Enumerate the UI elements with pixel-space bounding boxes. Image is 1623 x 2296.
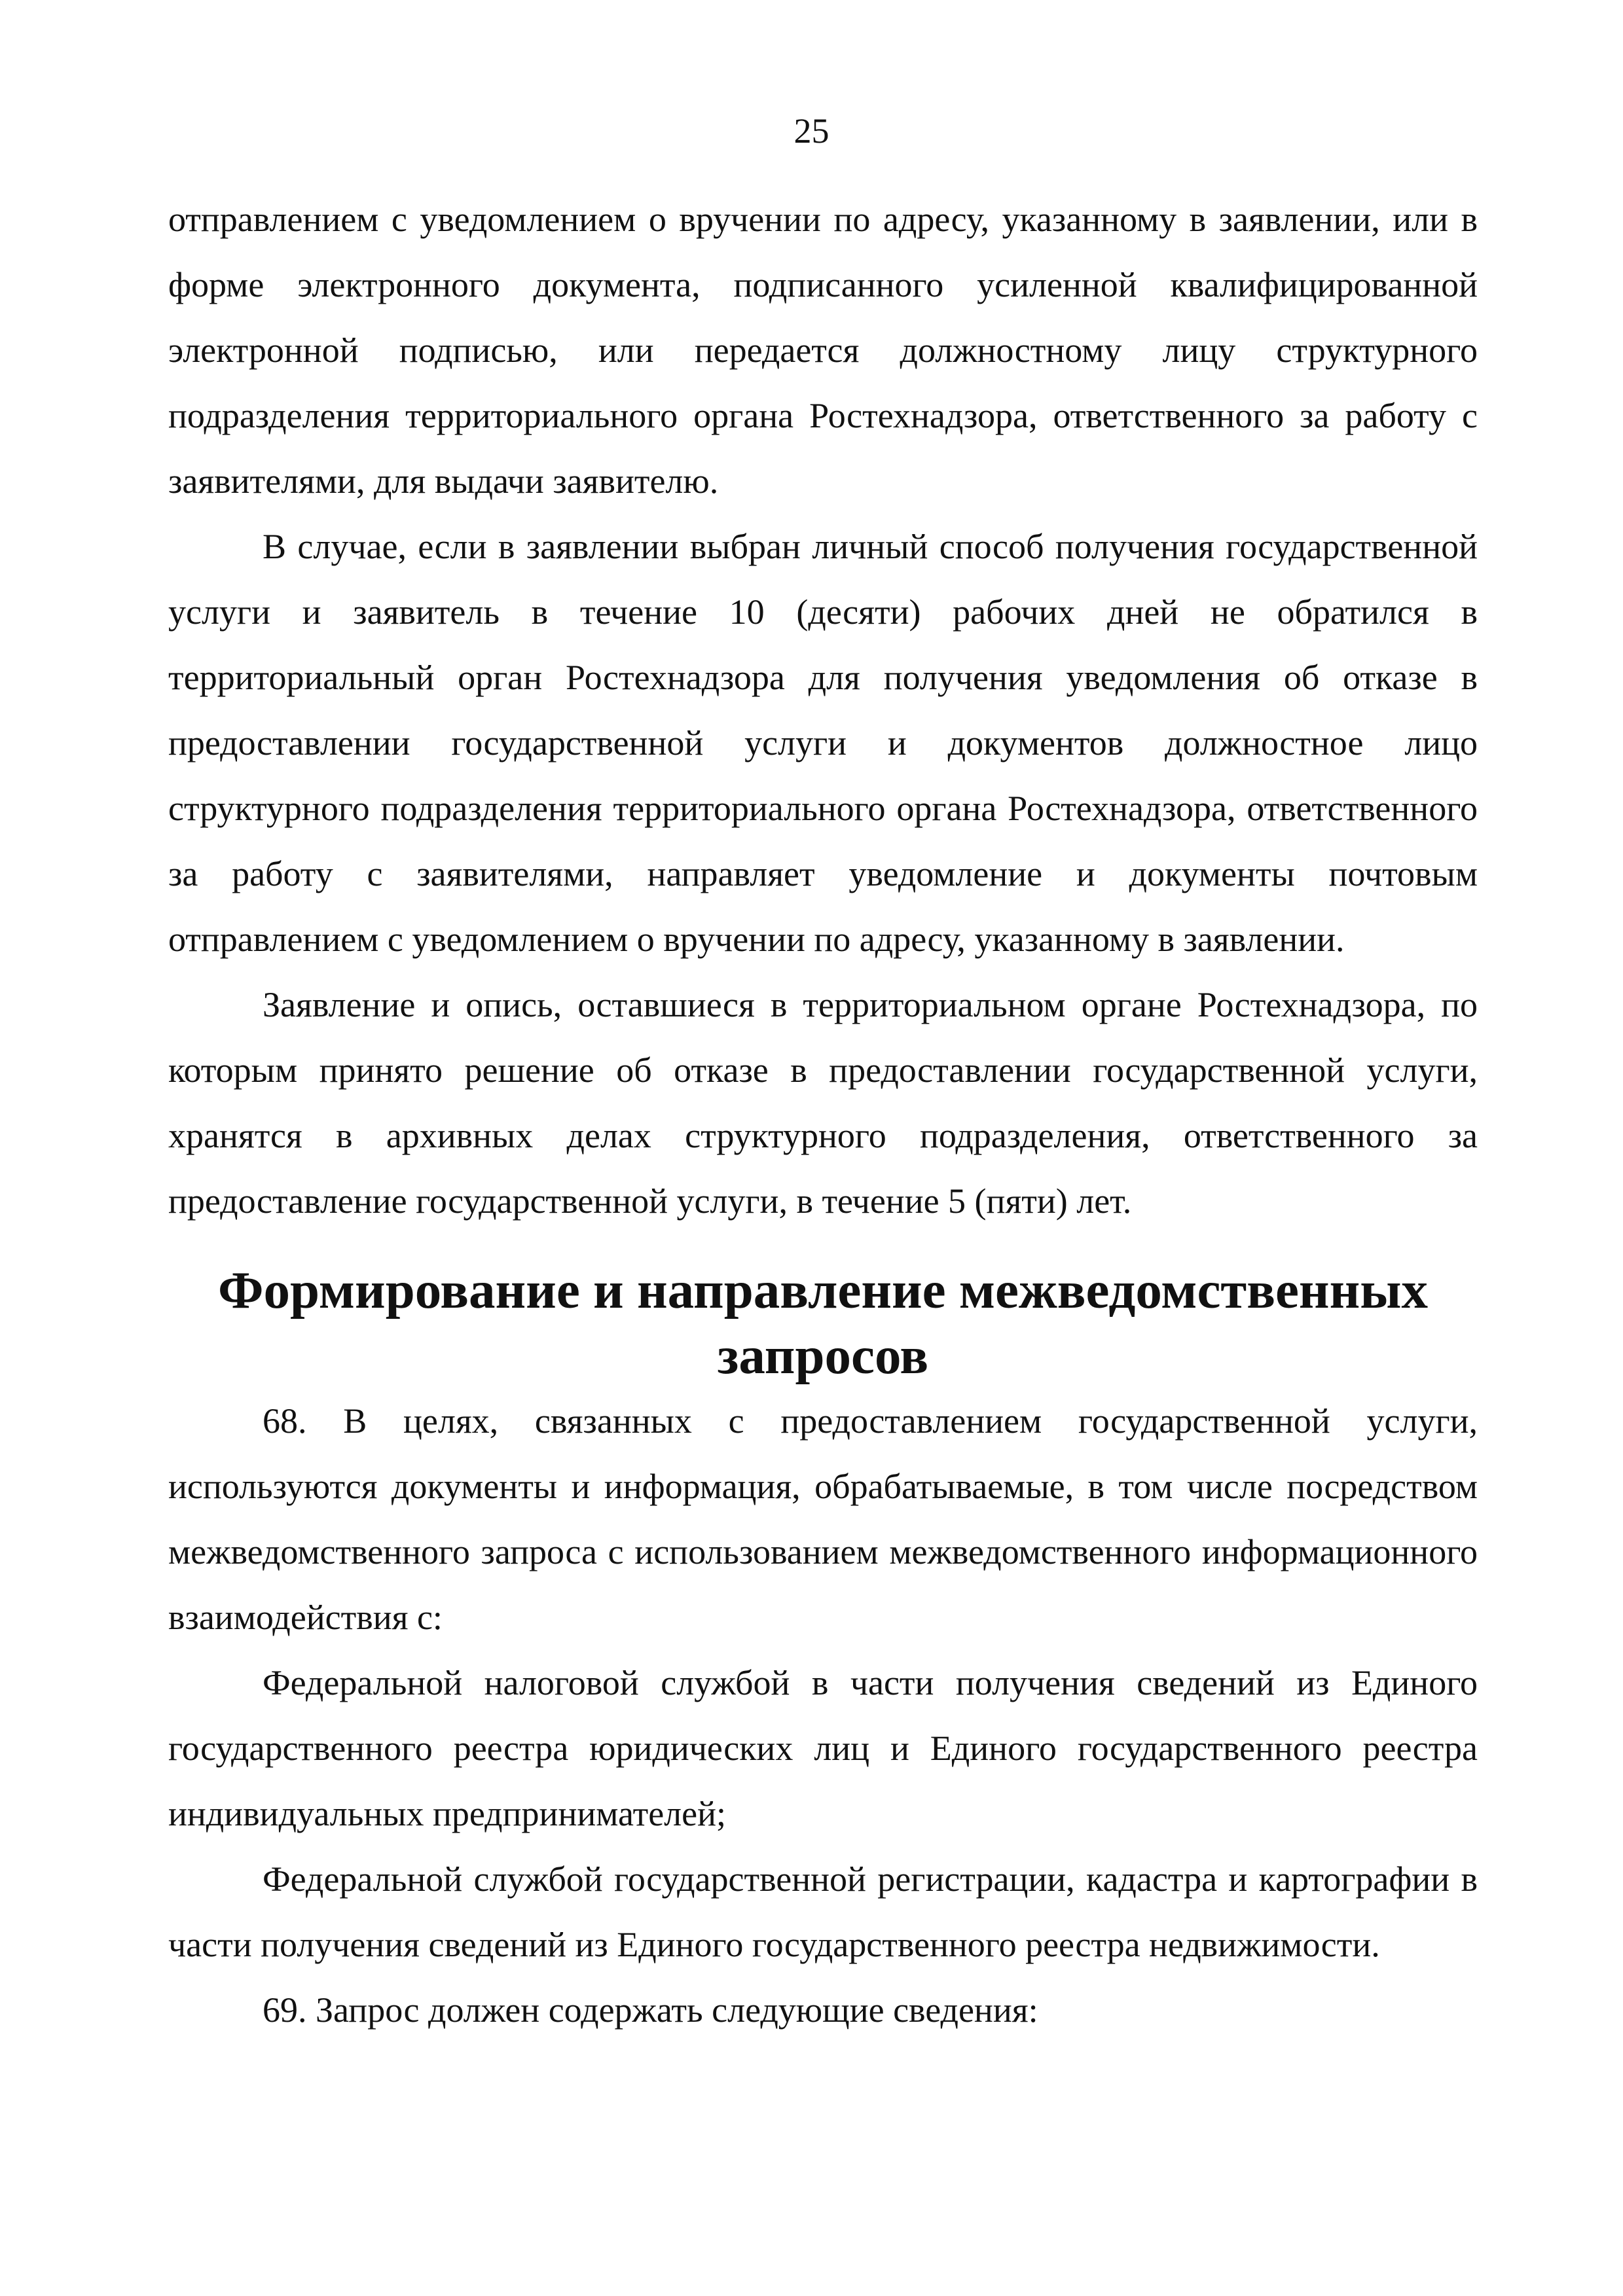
paragraph-item-69: 69. Запрос должен содержать следующие сведения: <box>263 1990 1038 2030</box>
paragraph-tax-service: Федеральной налоговой службой в части получения сведений из Единого государственного реестра юридических лиц и Единого государственного реестра индивидуальных предпринимателей; <box>168 1663 1478 1833</box>
page-number: 25 <box>793 111 830 151</box>
paragraph-registration-service: Федеральной службой государственной регистрации, кадастра и картографии в части получения сведений из Единого государственного реестра недвижимости. <box>168 1859 1478 1964</box>
paragraph-continuation: отправлением с уведомлением о вручении по адресу, указанному в заявлении, или в форме электронного документа, подписанного усиленной квалифицированной электронной подписью, или передается должностному лицу структурного подразделения территориального органа Ростехнадзора, ответственного за работу с заявителями, для выдачи заявителю. <box>168 200 1478 501</box>
paragraph-archive-storage: Заявление и опись, оставшиеся в территориальном органе Ростехнадзора, по которым принято решение об отказе в предоставлении государственной услуги, хранятся в архивных делах структурного подразделения, ответственного за предоставление государственной услуги, в течение 5 (пяти) лет. <box>168 985 1478 1221</box>
paragraph-item-68: 68. В целях, связанных с предоставлением государственной услуги, используются документы и информация, обрабатываемые, в том числе посредством межведомственного запроса с использованием межведомственного информационного взаимодействия с: <box>168 1401 1478 1637</box>
paragraph-personal-method: В случае, если в заявлении выбран личный способ получения государственной услуги и заявитель в течение 10 (десяти) рабочих дней не обратился в территориальный орган Ростехнадзора для получения уведомления об отказе в предоставлении государственной услуги и документов должностное лицо структурного подразделения территориального органа Ростехнадзора, ответственного за работу с заявителями, направляет уведомление и документы почтовым отправлением с уведомлением о вручении по адресу, указанному в заявлении. <box>168 527 1478 959</box>
section-heading: Формирование и направление межведомственных запросов <box>217 1261 1428 1385</box>
document-body <box>168 187 1478 2043</box>
